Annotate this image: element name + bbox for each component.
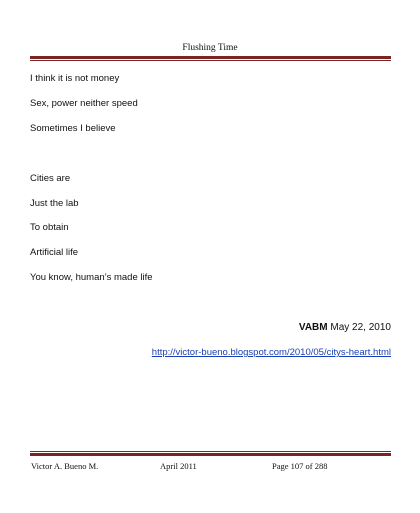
poem-line: Artificial life <box>30 247 79 258</box>
blog-link[interactable]: http://victor-bueno.blogspot.com/2010/05/citys-heart.html <box>151 347 391 358</box>
poem-line: I think it is not money <box>30 73 120 84</box>
poem-line: You know, human’s made life <box>30 272 153 283</box>
poem-line: Just the lab <box>30 198 79 209</box>
header-rule-thick <box>30 56 391 59</box>
poem-line: Sometimes I believe <box>30 123 116 134</box>
signature-date: May 22, 2010 <box>330 322 391 333</box>
header-rule <box>30 56 391 61</box>
footer-author: Victor A. Bueno M. <box>31 461 99 471</box>
footer-rule-thin <box>30 451 391 452</box>
footer-rule-thick <box>30 453 391 456</box>
page-header-title: Flushing Time <box>182 43 238 53</box>
header-rule-thin <box>30 60 391 61</box>
poem-line: Sex, power neither speed <box>30 98 138 109</box>
signature <box>299 322 391 333</box>
poem-line: Cities are <box>30 173 71 184</box>
footer-rule <box>30 451 391 456</box>
footer-page-number: Page 107 of 288 <box>272 461 328 471</box>
signature-initials: VABM <box>298 322 328 333</box>
poem-line: To obtain <box>30 222 69 233</box>
footer-date: April 2011 <box>160 461 197 471</box>
